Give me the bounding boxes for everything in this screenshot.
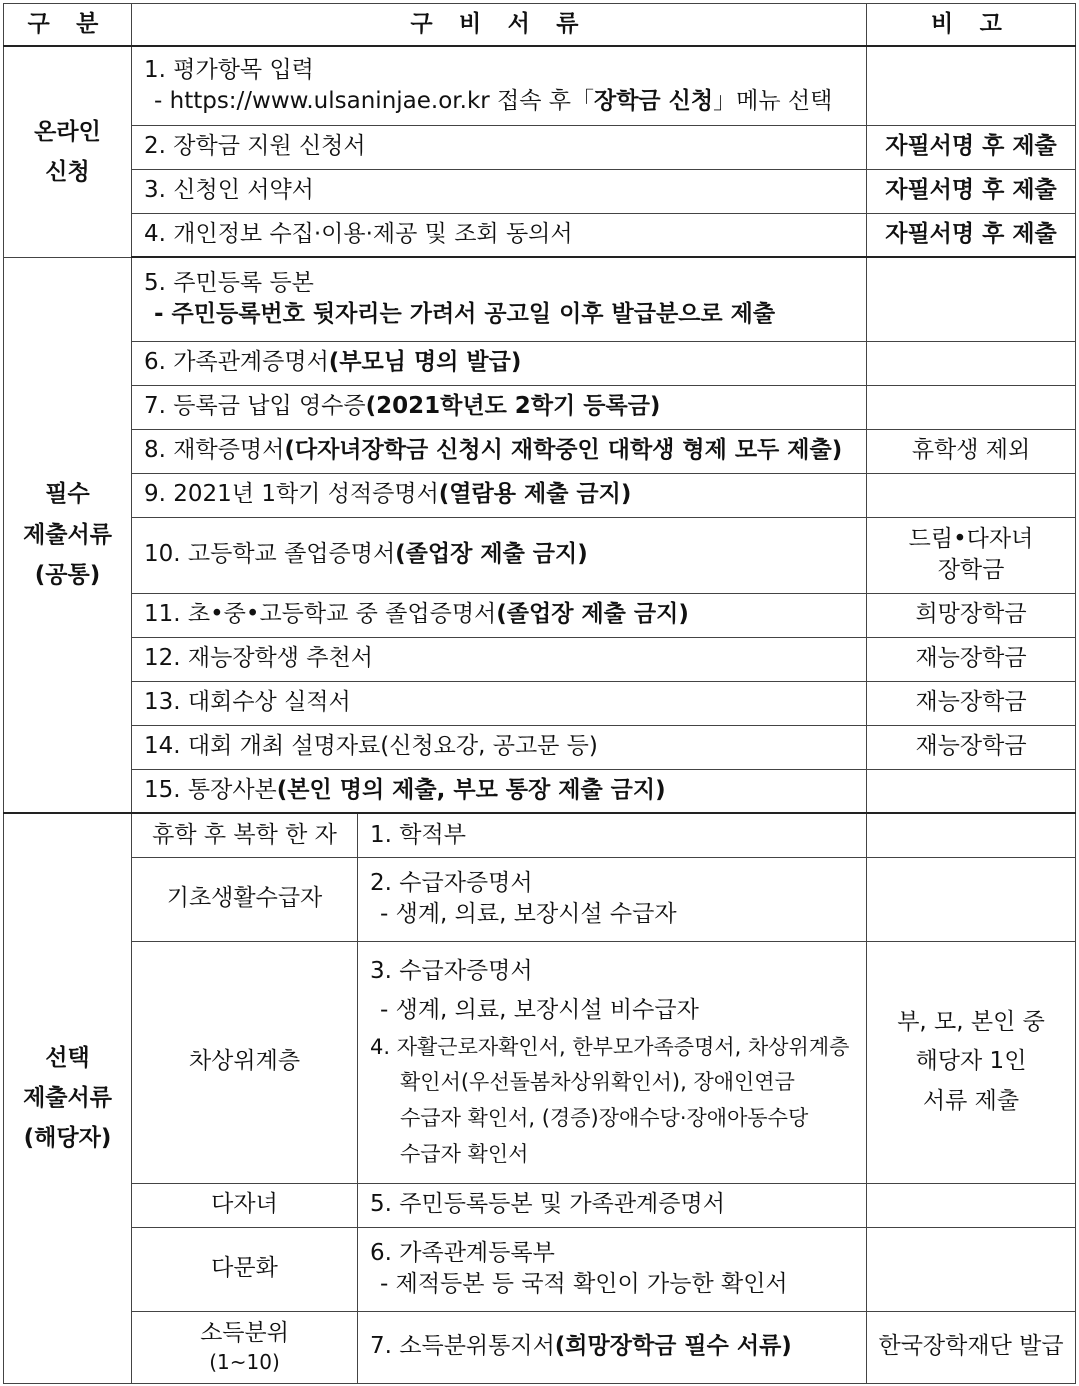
merged-remark-cell: 부, 모, 본인 중 해당자 1인 서류 제출 bbox=[867, 941, 1076, 1183]
remark-cell bbox=[867, 1227, 1076, 1311]
remark-cell bbox=[867, 385, 1076, 429]
doc-cell: 5. 주민등록등본 및 가족관계증명서 bbox=[358, 1183, 867, 1227]
remark-cell bbox=[867, 857, 1076, 941]
table-row bbox=[4, 169, 1076, 213]
doc-cell: 2. 장학금 지원 신청서 bbox=[132, 125, 867, 169]
table-row bbox=[4, 681, 1076, 725]
doc-cell: 6. 가족관계증명서(부모님 명의 발급) bbox=[132, 341, 867, 385]
remark-cell: 자필서명 후 제출 bbox=[867, 213, 1076, 257]
table-row bbox=[4, 769, 1076, 813]
subcategory-cell: 휴학 후 복학 한 자 bbox=[132, 813, 358, 857]
table-row bbox=[4, 637, 1076, 681]
remark-cell bbox=[867, 341, 1076, 385]
doc-cell: 7. 소득분위통지서(희망장학금 필수 서류) bbox=[358, 1311, 867, 1383]
remark-cell: 자필서명 후 제출 bbox=[867, 169, 1076, 213]
doc-cell: 9. 2021년 1학기 성적증명서(열람용 제출 금지) bbox=[132, 473, 867, 517]
doc-cell: 11. 초•중•고등학교 중 졸업증명서(졸업장 제출 금지) bbox=[132, 593, 867, 637]
table-row bbox=[4, 725, 1076, 769]
remark-cell: 휴학생 제외 bbox=[867, 429, 1076, 473]
remark-cell: 재능장학금 bbox=[867, 637, 1076, 681]
table-row bbox=[4, 473, 1076, 517]
remark-cell bbox=[867, 813, 1076, 857]
doc-cell: 14. 대회 개최 설명자료(신청요강, 공고문 등) bbox=[132, 725, 867, 769]
document-requirements-table bbox=[3, 3, 1076, 1384]
header-remarks: 비 고 bbox=[867, 4, 1076, 47]
doc-cell: 1. 평가항목 입력 - https://www.ulsaninjae.or.kr 접속 후「장학금 신청」메뉴 선택 bbox=[132, 46, 867, 125]
remark-cell bbox=[867, 1183, 1076, 1227]
table-row bbox=[4, 125, 1076, 169]
subcategory-cell: 다자녀 bbox=[132, 1183, 358, 1227]
table-row bbox=[4, 429, 1076, 473]
table-row bbox=[4, 1183, 1076, 1227]
remark-cell: 드림•다자녀 장학금 bbox=[867, 517, 1076, 593]
remark-cell bbox=[867, 769, 1076, 813]
doc-cell: 2. 수급자증명서 - 생계, 의료, 보장시설 수급자 bbox=[358, 857, 867, 941]
doc-cell: 1. 학적부 bbox=[358, 813, 867, 857]
table-row bbox=[4, 593, 1076, 637]
doc-cell: 8. 재학증명서(다자녀장학금 신청시 재학중인 대학생 형제 모두 제출) bbox=[132, 429, 867, 473]
doc-cell: 10. 고등학교 졸업증명서(졸업장 제출 금지) bbox=[132, 517, 867, 593]
table-row bbox=[4, 46, 1076, 125]
header-category: 구 분 bbox=[4, 4, 132, 47]
doc-cell: 4. 개인정보 수집·이용·제공 및 조회 동의서 bbox=[132, 213, 867, 257]
table-row bbox=[4, 1311, 1076, 1383]
remark-cell: 재능장학금 bbox=[867, 681, 1076, 725]
table-row bbox=[4, 385, 1076, 429]
table-row bbox=[4, 857, 1076, 941]
section-label-required: 필수 제출서류 (공통) bbox=[4, 257, 132, 813]
doc-cell: 12. 재능장학생 추천서 bbox=[132, 637, 867, 681]
subcategory-cell: 다문화 bbox=[132, 1227, 358, 1311]
table-row bbox=[4, 341, 1076, 385]
subcategory-cell: 기초생활수급자 bbox=[132, 857, 358, 941]
remark-cell bbox=[867, 46, 1076, 125]
remark-cell: 재능장학금 bbox=[867, 725, 1076, 769]
subcategory-cell: 차상위계층 bbox=[132, 941, 358, 1183]
doc-cell: 7. 등록금 납입 영수증(2021학년도 2학기 등록금) bbox=[132, 385, 867, 429]
remark-cell: 한국장학재단 발급 bbox=[867, 1311, 1076, 1383]
table-row bbox=[4, 257, 1076, 341]
table-row bbox=[4, 517, 1076, 593]
remark-cell: 희망장학금 bbox=[867, 593, 1076, 637]
subcategory-cell: 소득분위 (1~10) bbox=[132, 1311, 358, 1383]
remark-cell bbox=[867, 473, 1076, 517]
table-row bbox=[4, 1227, 1076, 1311]
doc-cell: 6. 가족관계등록부 - 제적등본 등 국적 확인이 가능한 확인서 bbox=[358, 1227, 867, 1311]
doc-cell: 15. 통장사본(본인 명의 제출, 부모 통장 제출 금지) bbox=[132, 769, 867, 813]
table-row bbox=[4, 813, 1076, 857]
header-row bbox=[4, 4, 1076, 47]
doc-cell: 3. 신청인 서약서 bbox=[132, 169, 867, 213]
header-documents: 구 비 서 류 bbox=[132, 4, 867, 47]
section-label-optional: 선택 제출서류 (해당자) bbox=[4, 813, 132, 1383]
doc-cell: 3. 수급자증명서 - 생계, 의료, 보장시설 비수급자 4. 자활근로자확인서, 한부모가족증명서, 차상위계층 확인서(우선돌봄차상위확인서), 장애인연금 수급자 확인서, (경증)장애수당·장애아동수당 수급자 확인서 bbox=[358, 941, 867, 1183]
doc-cell: 13. 대회수상 실적서 bbox=[132, 681, 867, 725]
remark-cell bbox=[867, 257, 1076, 341]
doc-cell: 5. 주민등록 등본 - 주민등록번호 뒷자리는 가려서 공고일 이후 발급분으로 제출 bbox=[132, 257, 867, 341]
remark-cell: 자필서명 후 제출 bbox=[867, 125, 1076, 169]
table-row bbox=[4, 941, 1076, 1183]
table-row bbox=[4, 213, 1076, 257]
section-label-online: 온라인 신청 bbox=[4, 46, 132, 257]
